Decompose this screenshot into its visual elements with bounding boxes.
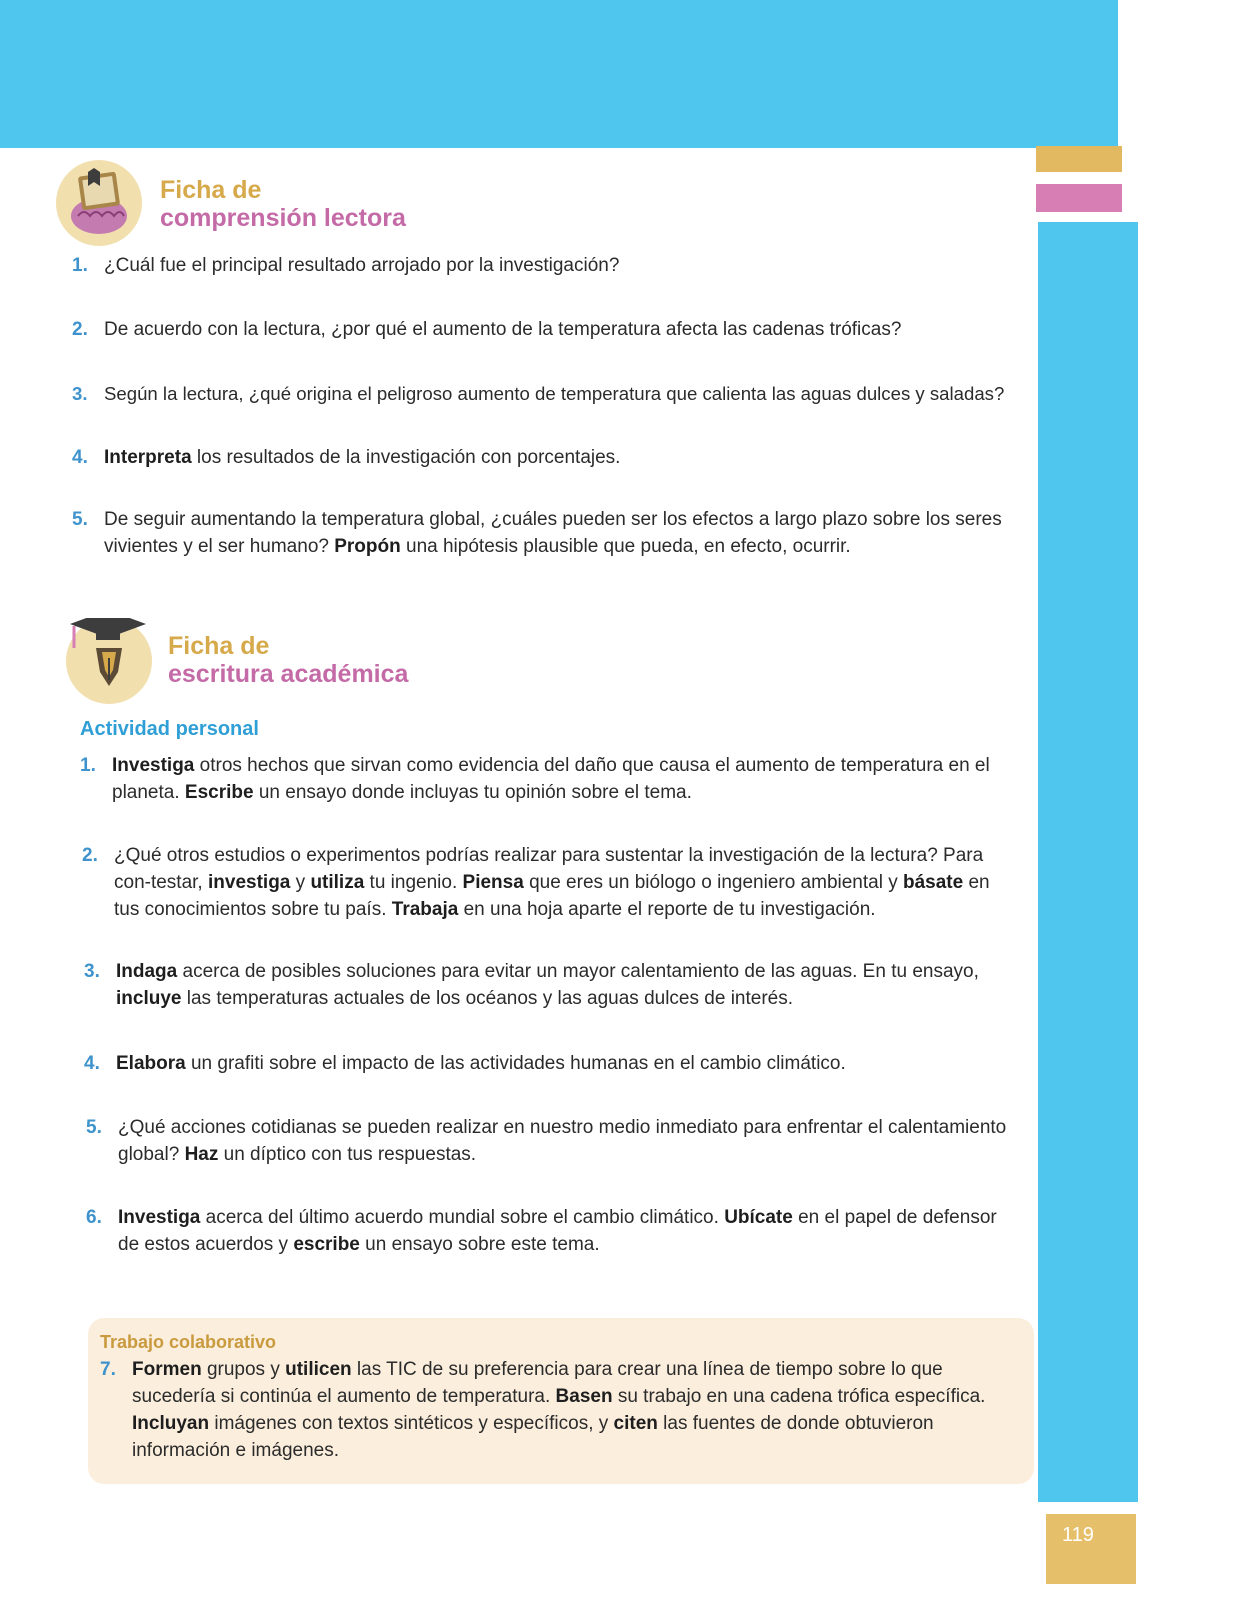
trabajo-colaborativo-heading: Trabajo colaborativo [100, 1332, 277, 1352]
list-item: 5. ¿Qué acciones cotidianas se pueden realizar en nuestro medio inmediato para enfrentar el calentamiento global? Haz un díptico con tus respuestas. [86, 1117, 1007, 1165]
list-item: 4. Interpreta los resultados de la investigación con porcentajes. [72, 447, 621, 468]
escritura-title-line2: escritura académica [168, 660, 409, 688]
top-header-band [0, 0, 1118, 148]
list-item: 4. Elabora un grafiti sobre el impacto de las actividades humanas en el cambio climático. [84, 1053, 846, 1074]
right-side-band [1038, 222, 1138, 1502]
list-item: 7. Formen grupos y utilicen las TIC de su preferencia para crear una línea de tiempo sobre lo que sucedería si continúa el aumento de temperatura. Basen su trabajo en una cadena trófica específica. Incluyan imágenes con textos sintéticos y específicos, y citen las fuentes de donde obtuvieron información e imágenes. [100, 1359, 986, 1461]
list-item: 2. ¿Qué otros estudios o experimentos podrías realizar para sustentar la investigación de la lectura? Para con-testar, investiga y utiliza tu ingenio. Piensa que eres un biólogo o ingeniero ambiental y básate en tus conocimientos sobre tu país. Trabaja en una hoja aparte el reporte de tu investigación. [82, 845, 990, 920]
comprension-title-line2: comprensión lectora [160, 204, 406, 232]
actividad-personal-heading: Actividad personal [80, 718, 259, 740]
brain-book-icon [56, 160, 142, 246]
list-item: 2. De acuerdo con la lectura, ¿por qué el aumento de la temperatura afecta las cadenas tróficas? [72, 319, 902, 340]
escritura-heading [168, 632, 408, 688]
list-item: 3. Indaga acerca de posibles soluciones para evitar un mayor calentamiento de las aguas. En tu ensayo, incluye las temperaturas actuales de los océanos y las aguas dulces de interés. [84, 961, 979, 1009]
list-item: 1. ¿Cuál fue el principal resultado arrojado por la investigación? [72, 255, 620, 276]
list-item: 6. Investiga acerca del último acuerdo mundial sobre el cambio climático. Ubícate en el papel de defensor de estos acuerdos y escribe un ensayo sobre este tema. [86, 1207, 997, 1255]
list-item: 3. Según la lectura, ¿qué origina el peligroso aumento de temperatura que calienta las aguas dulces y saladas? [72, 383, 1005, 404]
comprension-title-line1: Ficha de [160, 176, 262, 204]
comprension-heading [160, 176, 406, 232]
graduation-pen-icon [66, 618, 152, 704]
escritura-title-line1: Ficha de [168, 632, 270, 660]
list-item: 5. De seguir aumentando la temperatura global, ¿cuáles pueden ser los efectos a largo plazo sobre los seres vivientes y el ser humano? Propón una hipótesis plausible que pueda, en efecto, ocurrir. [72, 509, 1002, 557]
list-item: 1. Investiga otros hechos que sirvan como evidencia del daño que causa el aumento de temperatura en el planeta. Escribe un ensayo donde incluyas tu opinión sobre el tema. [80, 755, 990, 803]
gold-tab [1036, 146, 1122, 172]
pink-tab [1036, 184, 1122, 212]
page-number: 119 [1046, 1514, 1136, 1584]
